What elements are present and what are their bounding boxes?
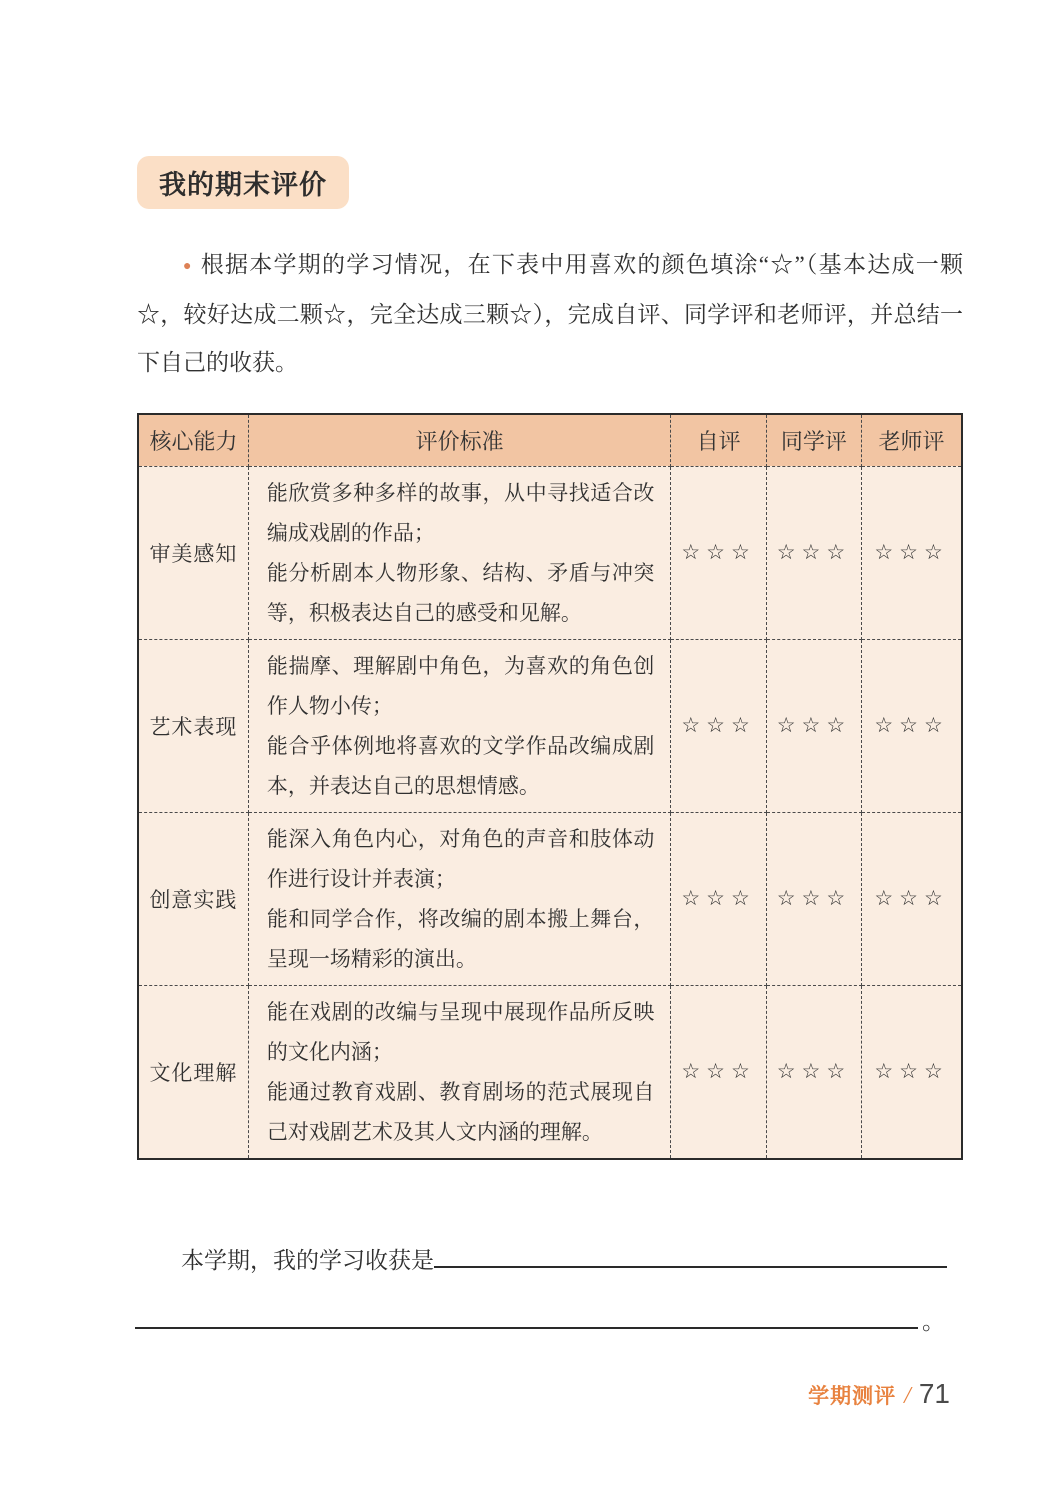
- blank-answer-line: [434, 1242, 947, 1267]
- bullet-icon: ●: [183, 259, 193, 274]
- peer-rating-stars: ☆☆☆: [766, 985, 861, 1159]
- criteria-item: 能分析剧本人物形象、结构、矛盾与冲突等，积极表达自己的感受和见解。: [266, 560, 655, 625]
- header-ability: 核心能力: [138, 414, 248, 466]
- intro-text: 根据本学期的学习情况，在下表中用喜欢的颜色填涂“☆”（基本达成一颗☆，较好达成二颗☆，完全达成三颗☆），完成自评、同学评和老师评，并总结一下自己的收获。: [137, 252, 963, 375]
- table-row: [138, 985, 962, 1159]
- footer-separator: /: [904, 1383, 911, 1409]
- self-rating-stars: ☆☆☆: [671, 985, 766, 1159]
- criteria-item: 能和同学合作，将改编的剧本搬上舞台，呈现一场精彩的演出。: [266, 906, 655, 971]
- peer-rating-stars: ☆☆☆: [766, 639, 861, 812]
- self-rating-stars: ☆☆☆: [671, 466, 766, 639]
- criteria-item: 能在戏剧的改编与呈现中展现作品所反映的文化内涵；: [266, 999, 655, 1064]
- page-number: 71: [918, 1378, 950, 1409]
- ability-cell: 创意实践: [138, 812, 248, 985]
- teacher-rating-stars: ☆☆☆: [862, 812, 962, 985]
- summary-prompt: 本学期，我的学习收获是: [181, 1247, 434, 1273]
- section-title-badge: [137, 156, 349, 209]
- criteria-item: 能深入角色内心，对角色的声音和肢体动作进行设计并表演；: [266, 826, 655, 891]
- summary-continuation-line: [135, 1303, 945, 1336]
- page-content: [137, 0, 963, 1336]
- table-header-row: [138, 414, 962, 466]
- teacher-rating-stars: ☆☆☆: [862, 639, 962, 812]
- table-row: [138, 466, 962, 639]
- peer-rating-stars: ☆☆☆: [766, 466, 861, 639]
- intro-paragraph: [137, 241, 963, 387]
- table-row: [138, 812, 962, 985]
- criteria-item: 能通过教育戏剧、教育剧场的范式展现自己对戏剧艺术及其人文内涵的理解。: [266, 1079, 655, 1144]
- header-peer-rating: 同学评: [766, 414, 861, 466]
- criteria-item: 能欣赏多种多样的故事，从中寻找适合改编成戏剧的作品；: [266, 480, 655, 545]
- peer-rating-stars: ☆☆☆: [766, 812, 861, 985]
- summary-prompt-line: [137, 1242, 963, 1275]
- header-criteria: 评价标准: [248, 414, 671, 466]
- footer-section-label: 学期测评: [808, 1385, 897, 1408]
- blank-answer-line: [135, 1303, 918, 1328]
- table-row: [138, 639, 962, 812]
- criteria-cell: [248, 639, 671, 812]
- teacher-rating-stars: ☆☆☆: [862, 985, 962, 1159]
- ability-cell: 文化理解: [138, 985, 248, 1159]
- evaluation-table: [137, 413, 963, 1160]
- criteria-item: 能合乎体例地将喜欢的文学作品改编成剧本，并表达自己的思想情感。: [266, 733, 655, 798]
- ability-cell: 审美感知: [138, 466, 248, 639]
- sentence-period: 。: [922, 1308, 945, 1334]
- header-teacher-rating: 老师评: [862, 414, 962, 466]
- self-rating-stars: ☆☆☆: [671, 639, 766, 812]
- ability-cell: 艺术表现: [138, 639, 248, 812]
- header-self-rating: 自评: [671, 414, 766, 466]
- criteria-cell: [248, 812, 671, 985]
- criteria-cell: [248, 985, 671, 1159]
- page-footer: [808, 1378, 950, 1410]
- criteria-item: 能揣摩、理解剧中角色，为喜欢的角色创作人物小传；: [266, 653, 655, 718]
- self-rating-stars: ☆☆☆: [671, 812, 766, 985]
- criteria-cell: [248, 466, 671, 639]
- section-title: 我的期末评价: [159, 170, 327, 200]
- teacher-rating-stars: ☆☆☆: [862, 466, 962, 639]
